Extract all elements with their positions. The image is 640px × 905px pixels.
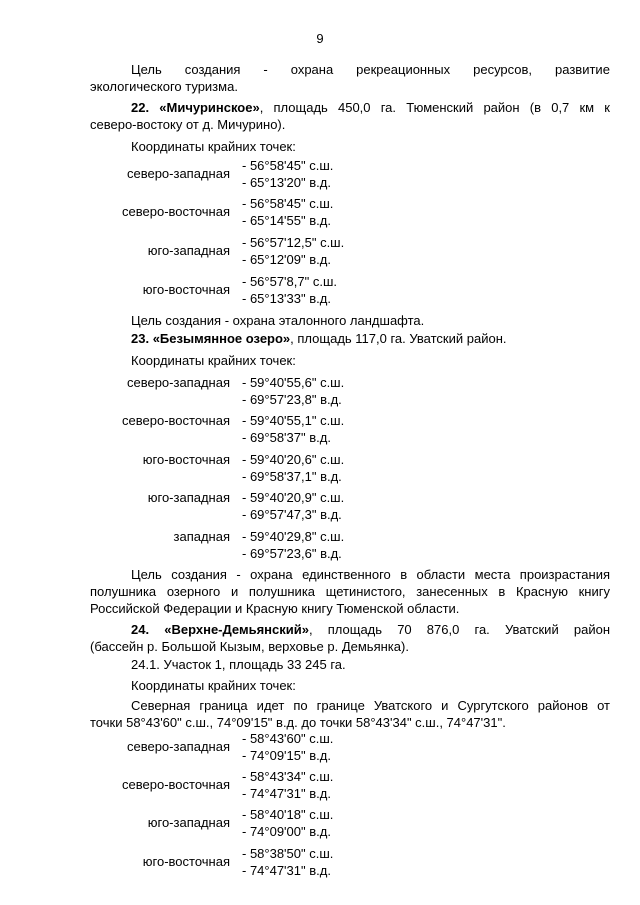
point-lat: - 58°43'34" с.ш. [242,769,334,784]
point-lon: - 69°57'23,6" в.д. [242,546,342,561]
point-lat: - 56°57'8,7" с.ш. [242,274,337,289]
point-label: северо-западная [126,739,230,754]
purpose-line-1: Цель создания - охрана рекреационных ресурсов, развитие [131,62,610,77]
point-label: северо-западная [126,375,230,390]
point-lon: - 74°47'31" в.д. [242,786,331,801]
section-24-coords-title: Координаты крайних точек: [131,678,296,693]
point-label: западная [173,529,230,544]
section-24-border-line-1: Северная граница идет по границе Уватского и Сургутского районов от [131,698,610,713]
point-lon: - 65°14'55" в.д. [242,213,331,228]
point-lat: - 56°58'45" с.ш. [242,158,334,173]
section-24-heading: 24. «Верхне-Демьянский», площадь 70 876,0 га. Уватский район [131,622,610,637]
point-lat: - 58°43'60" с.ш. [242,731,334,746]
section-22-purpose: Цель создания - охрана эталонного ландшафта. [131,313,425,328]
point-lon: - 74°09'15" в.д. [242,748,331,763]
point-label: юго-западная [147,815,230,830]
point-lat: - 56°57'12,5" с.ш. [242,235,345,250]
page-number: 9 [316,31,324,46]
section-24-line-2: (бассейн р. Большой Кызым, верховье р. Демьянка). [90,639,409,654]
point-lat: - 59°40'20,9" с.ш. [242,490,345,505]
point-lon: - 65°13'20" в.д. [242,175,331,190]
section-22-coords-title: Координаты крайних точек: [131,139,296,154]
point-lat: - 59°40'20,6" с.ш. [242,452,345,467]
point-lon: - 69°57'47,3" в.д. [242,507,342,522]
point-lon: - 65°13'33" в.д. [242,291,331,306]
point-label: юго-восточная [142,452,230,467]
section-24-subsection: 24.1. Участок 1, площадь 33 245 га. [131,657,346,672]
point-label: юго-восточная [142,854,230,869]
point-lon: - 74°47'31" в.д. [242,863,331,878]
point-lon: - 69°58'37" в.д. [242,430,331,445]
point-label: северо-западная [126,166,230,181]
point-lat: - 59°40'55,6" с.ш. [242,375,345,390]
point-label: северо-восточная [122,413,230,428]
point-lat: - 59°40'29,8" с.ш. [242,529,345,544]
point-lat: - 59°40'55,1" с.ш. [242,413,345,428]
point-label: северо-восточная [122,204,230,219]
section-22-heading: 22. «Мичуринское», площадь 450,0 га. Тюменский район (в 0,7 км к [131,100,610,115]
point-lat: - 58°40'18" с.ш. [242,807,334,822]
purpose-line-2: экологического туризма. [90,79,238,94]
point-label: северо-восточная [122,777,230,792]
point-lon: - 74°09'00" в.д. [242,824,331,839]
section-23-purpose-line-3: Российской Федерации и Красную книгу Тюменской области. [90,601,460,616]
section-23-heading: 23. «Безымянное озеро», площадь 117,0 га. Уватский район. [131,331,507,346]
section-24-border-line-2: точки 58°43'60" с.ш., 74°09'15" в.д. до точки 58°43'34" с.ш., 74°47'31". [90,715,506,730]
point-label: юго-восточная [142,282,230,297]
section-23-coords-title: Координаты крайних точек: [131,353,296,368]
section-22-line-2: северо-востоку от д. Мичурино). [90,117,286,132]
section-23-purpose-line-2: полушника озерного и полушника щетинистого, занесенных в Красную книгу [90,584,610,599]
section-23-purpose-line-1: Цель создания - охрана единственного в области места произрастания [131,567,610,582]
point-lon: - 69°58'37,1" в.д. [242,469,342,484]
point-lon: - 69°57'23,8" в.д. [242,392,342,407]
point-label: юго-западная [147,490,230,505]
point-lat: - 58°38'50" с.ш. [242,846,334,861]
point-lon: - 65°12'09" в.д. [242,252,331,267]
point-lat: - 56°58'45" с.ш. [242,196,334,211]
point-label: юго-западная [147,243,230,258]
